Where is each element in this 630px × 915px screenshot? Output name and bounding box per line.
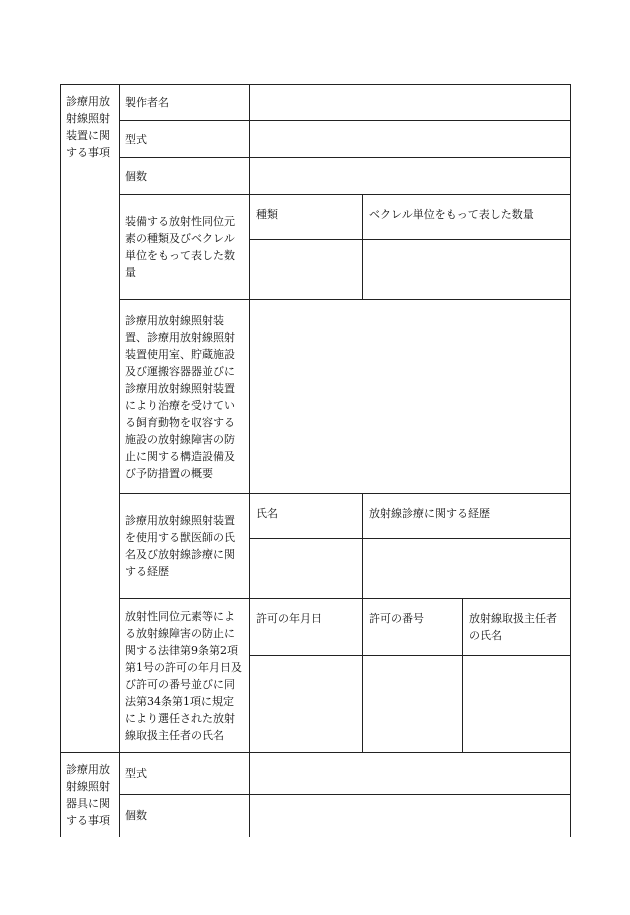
label-isotope: 装備する放射性同位元素の種類及びベクレル単位をもって表した数量: [120, 195, 250, 300]
form-table: [60, 84, 571, 837]
value-vet-history[interactable]: [363, 539, 571, 599]
form-document: [60, 84, 570, 837]
header-isotope-type: 種類: [250, 195, 363, 240]
value-model[interactable]: [250, 121, 571, 158]
header-permit-date: 許可の年月日: [250, 599, 363, 656]
section-title-device: 診療用放射線照射装置に関する事項: [61, 85, 120, 753]
value-tool-count[interactable]: [250, 795, 571, 837]
label-model: 型式: [120, 121, 250, 158]
label-facility: 診療用放射線照射装置、診療用放射線照射装置使用室、貯蔵施設及び運搬容器器並びに診療用放射線照射装置により治療を受けている飼育動物を収容する施設の放射線障害の防止に関する構造設備及び予防措置の概要: [120, 300, 250, 494]
value-tool-model[interactable]: [250, 753, 571, 795]
row-count: [61, 158, 571, 195]
header-isotope-quantity: ベクレル単位をもって表した数量: [363, 195, 571, 240]
row-facility: [61, 300, 571, 494]
row-tool-model: [61, 753, 571, 795]
value-permit-number[interactable]: [363, 656, 463, 753]
header-vet-history: 放射線診療に関する経歴: [363, 494, 571, 539]
row-model: [61, 121, 571, 158]
label-tool-model: 型式: [120, 753, 250, 795]
header-permit-supervisor: 放射線取扱主任者の氏名: [463, 599, 571, 656]
label-tool-count: 個数: [120, 795, 250, 837]
label-count: 個数: [120, 158, 250, 195]
row-permit-header: [61, 599, 571, 656]
value-permit-supervisor[interactable]: [463, 656, 571, 753]
row-isotope-header: [61, 195, 571, 240]
value-vet-name[interactable]: [250, 539, 363, 599]
value-count[interactable]: [250, 158, 571, 195]
value-facility[interactable]: [250, 300, 571, 494]
row-vet-header: [61, 494, 571, 539]
header-permit-number: 許可の番号: [363, 599, 463, 656]
value-permit-date[interactable]: [250, 656, 363, 753]
header-vet-name: 氏名: [250, 494, 363, 539]
section-title-tool: 診療用放射線照射器具に関する事項: [61, 753, 120, 837]
row-tool-count: [61, 795, 571, 837]
value-isotope-type[interactable]: [250, 240, 363, 300]
row-maker: [61, 85, 571, 121]
value-isotope-quantity[interactable]: [363, 240, 571, 300]
label-permit: 放射性同位元素等による放射線障害の防止に関する法律第9条第2項第1号の許可の年月日及び許可の番号並びに同法第34条第1項に規定により選任された放射線取扱主任者の氏名: [120, 599, 250, 753]
label-vet: 診療用放射線照射装置を使用する獣医師の氏名及び放射線診療に関する経歴: [120, 494, 250, 599]
label-maker: 製作者名: [120, 85, 250, 121]
value-maker[interactable]: [250, 85, 571, 121]
